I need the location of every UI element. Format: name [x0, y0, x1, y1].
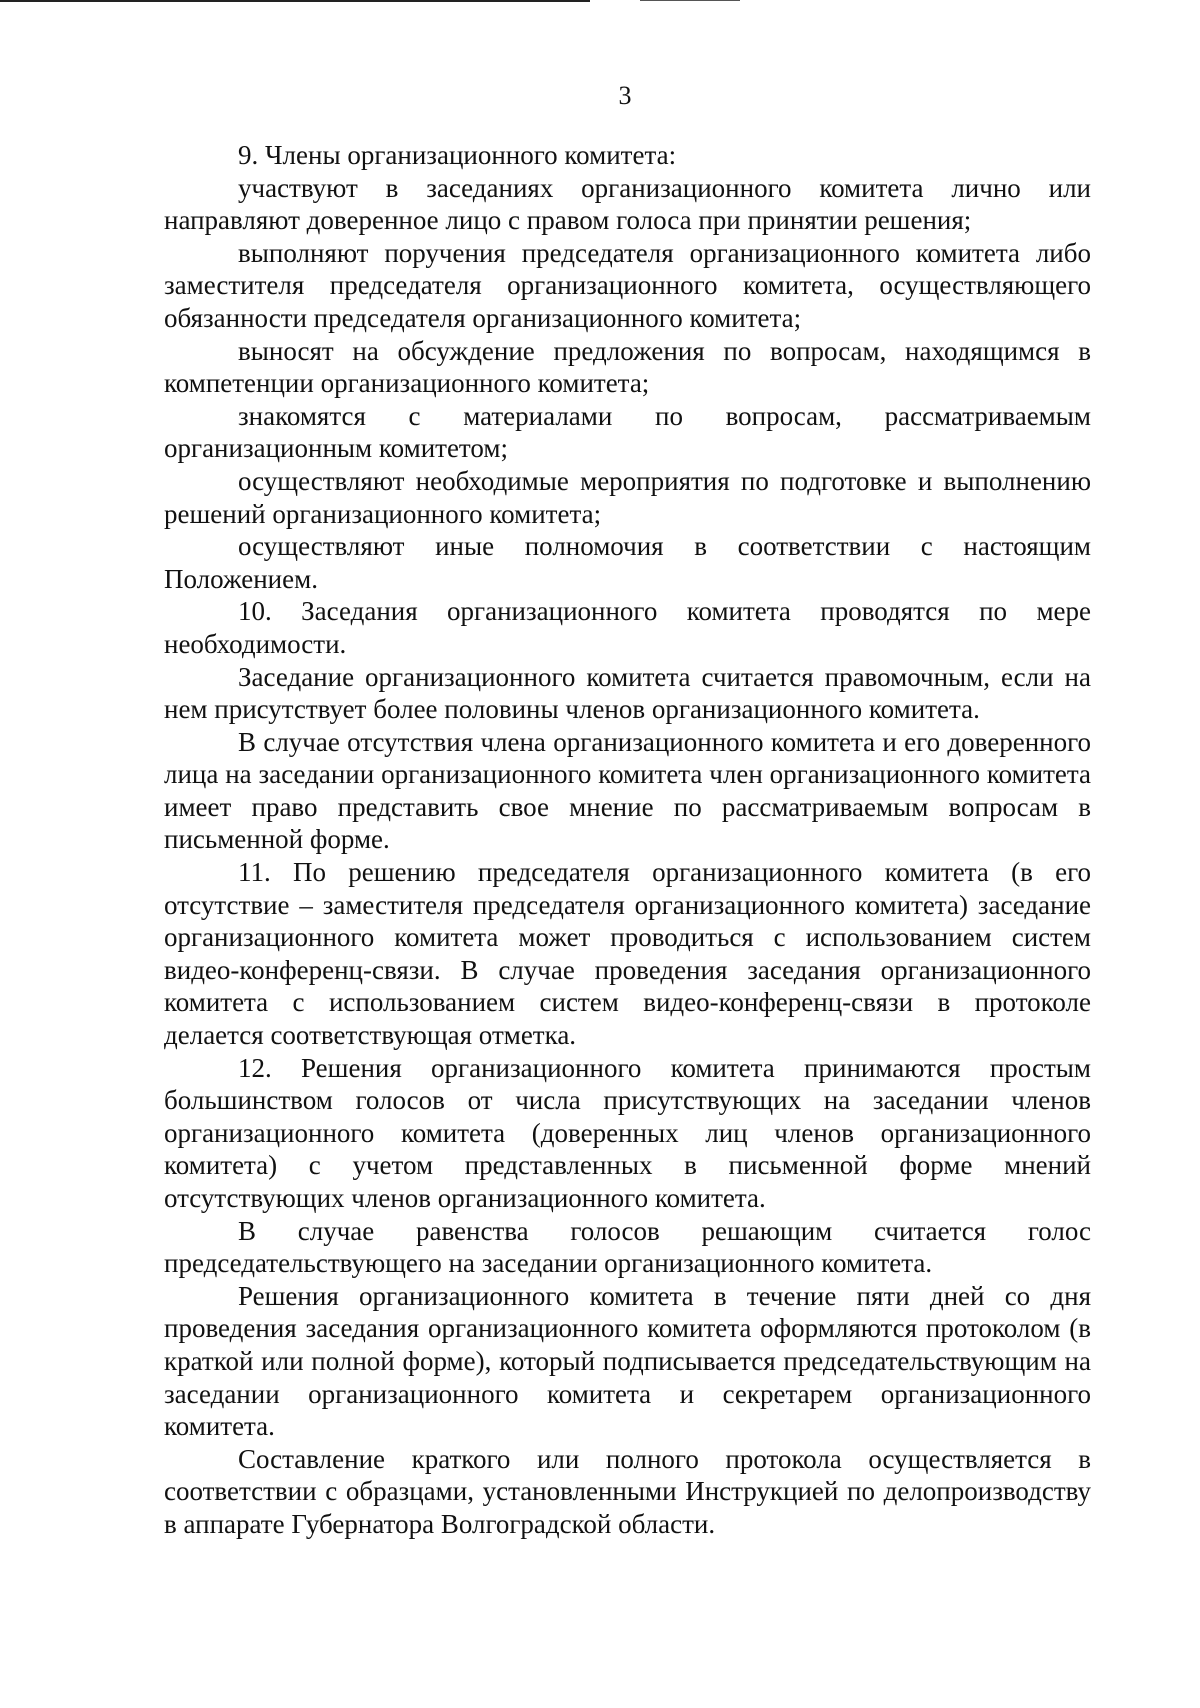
scan-top-rule-fragment: [640, 0, 740, 1]
paragraph-10-meetings: 10. Заседания организационного комитета проводятся по мере необходимости.: [164, 596, 1091, 659]
paragraph-other-powers: осуществляют иные полномочия в соответствии с настоящим Положением.: [164, 531, 1091, 594]
paragraph-protocol-instruction: Составление краткого или полного протокола осуществляется в соответствии с образцами, установленными Инструкцией по делопроизводству в аппарате Губернатора Волгоградской области.: [164, 1443, 1091, 1539]
paragraph-protocol: Решения организационного комитета в течение пяти дней со дня проведения заседания организационного комитета оформляются протоколом (в краткой или полной форме), который подписывается председательствующим на заседании организационного комитета и секретарем организационного комитета.: [164, 1280, 1091, 1442]
paragraph-absence: В случае отсутствия члена организационного комитета и его доверенного лица на заседании организационного комитета член организационного комитета имеет право представить свое мнение по рассматриваемым вопросам в письменной форме.: [164, 726, 1091, 855]
document-body: [164, 139, 1091, 1541]
paragraph-participate: участвуют в заседаниях организационного комитета лично или направляют доверенное лицо с правом голоса при принятии решения;: [164, 172, 1091, 236]
paragraph-12-decisions: 12. Решения организационного комитета принимаются простым большинством голосов от числа присутствующих на заседании членов организационного комитета (доверенных лиц членов организационного комитета) с учетом представленных в письменной форме мнений отсутствующих членов организационного комитета.: [164, 1052, 1091, 1213]
paragraph-quorum: Заседание организационного комитета считается правомочным, если на нем присутствует более половины членов организационного комитета.: [164, 661, 1091, 725]
scan-top-rule: [0, 0, 590, 2]
page-number: 3: [618, 81, 632, 110]
paragraph-members-heading: 9. Члены организационного комитета:: [238, 140, 677, 170]
paragraph-propose: выносят на обсуждение предложения по вопросам, находящимся в компетенции организационного комитета;: [164, 335, 1091, 399]
paragraph-11-videoconference: 11. По решению председателя организационного комитета (в его отсутствие – заместителя председателя организационного комитета) заседание организационного комитета может проводиться с использованием систем видео-конференц-связи. В случае проведения заседания организационного комитета с использованием систем видео-конференц-связи в протоколе делается соответствующая отметка.: [164, 857, 1091, 1051]
paragraph-review-materials: знакомятся с материалами по вопросам, рассматриваемым организационным комитетом;: [164, 400, 1091, 464]
paragraph-tie-vote: В случае равенства голосов решающим считается голос председательствующего на заседании организационного комитета.: [164, 1215, 1091, 1279]
paragraph-implement: осуществляют необходимые мероприятия по подготовке и выполнению решений организационного комитета;: [164, 465, 1091, 529]
paragraph-fulfill-instructions: выполняют поручения председателя организационного комитета либо заместителя председателя организационного комитета, осуществляющего обязанности председателя организационного комитета;: [164, 237, 1091, 333]
